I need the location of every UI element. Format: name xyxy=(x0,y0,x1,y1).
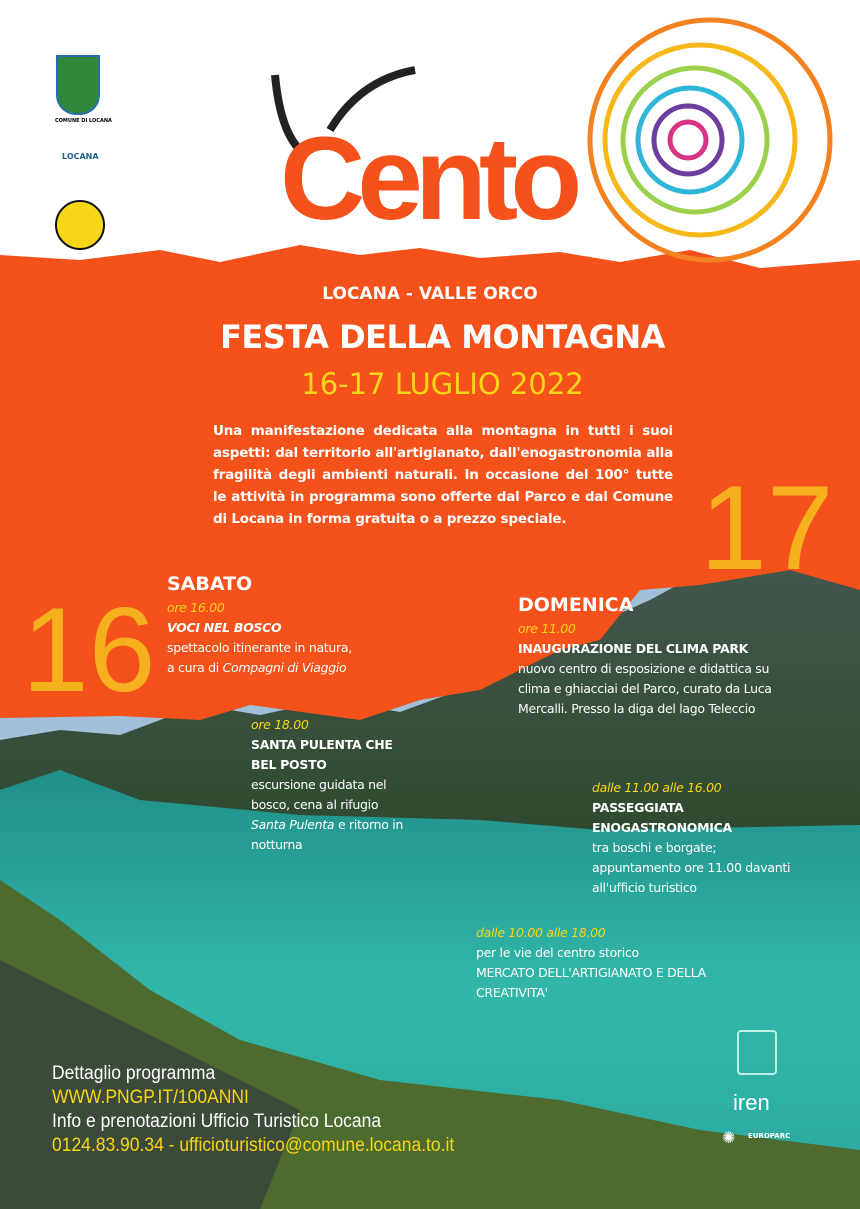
event-title: INAUGURAZIONE DEL CLIMA PARK xyxy=(518,641,749,656)
iren-logo: iren xyxy=(733,1090,770,1115)
event-text: nuovo centro di esposizione e didattica su clima e ghiacciai del Parco, curato da Luca Mercalli. Presso la diga del lago Teleccio xyxy=(518,661,772,716)
comune-logo-text: COMUNE DI LOCANA xyxy=(55,118,112,124)
event-text: per le vie del centro storico xyxy=(476,945,639,960)
event-time: dalle 10.00 alle 18.00 xyxy=(476,925,606,940)
event-organizer: Compagni di Viaggio xyxy=(222,660,347,675)
sunday-event-3 xyxy=(476,923,716,1003)
detail-label: Dettaglio programma xyxy=(52,1063,216,1084)
saturday-event-2 xyxy=(251,715,411,855)
intro-text: Una manifestazione dedicata alla montagna in tutti i suoi aspetti: dal territorio all'artigianato, dall'enogastronomia alla fragilità degli ambienti naturali. In occasione del 100° tutte le attività in programma sono offerte dal Parco e dal Comune di Locana in forma gratuita o a prezzo speciale. xyxy=(213,423,673,527)
event-time: dalle 11.00 alle 16.00 xyxy=(592,780,722,795)
event-time: ore 18.00 xyxy=(251,717,309,732)
saturday-number: 16 xyxy=(22,583,156,717)
sunday-number: 17 xyxy=(700,461,834,595)
europarc-logo: EUROPARC xyxy=(748,1132,791,1140)
event-title: VOCI NEL BOSCO xyxy=(167,620,282,635)
locana-logo: LOCANA xyxy=(62,152,99,161)
event-title: MERCATO DELL'ARTIGIANATO E DELLA CREATIVITA' xyxy=(476,965,706,1000)
event-title: PASSEGGIATA ENOGASTRONOMICA xyxy=(592,800,732,835)
event-text: a cura di xyxy=(167,660,223,675)
program-url[interactable]: WWW.PNGP.IT/100ANNI xyxy=(52,1087,249,1108)
saturday-label: SABATO xyxy=(167,573,253,595)
saturday-event-1 xyxy=(167,598,407,678)
event-title: FESTA DELLA MONTAGNA xyxy=(220,318,665,356)
event-text: e ritorno in notturna xyxy=(251,817,404,852)
footer xyxy=(52,1062,454,1158)
cento-logo: Cento xyxy=(280,113,575,245)
contact-info[interactable]: 0124.83.90.34 - ufficioturistico@comune.locana.to.it xyxy=(52,1135,455,1156)
event-text: spettacolo itinerante in natura, xyxy=(167,640,352,655)
comune-crest-logo xyxy=(56,55,100,115)
event-text: tra boschi e borgate; appuntamento ore 11.00 davanti all'ufficio turistico xyxy=(592,840,791,895)
sunday-event-1 xyxy=(518,619,778,719)
sunday-event-2 xyxy=(592,778,792,898)
event-time: ore 11.00 xyxy=(518,621,576,636)
parco-nazionale-logo xyxy=(55,200,105,250)
location: LOCANA - VALLE ORCO xyxy=(322,284,538,304)
info-label: Info e prenotazioni Ufficio Turistico Locana xyxy=(52,1111,382,1132)
spiral-logo xyxy=(590,20,830,260)
event-text: escursione guidata nel bosco, cena al rifugio xyxy=(251,777,387,812)
event-place: Santa Pulenta xyxy=(251,817,335,832)
event-dates: 16-17 LUGLIO 2022 xyxy=(301,367,584,401)
event-title: SANTA PULENTA CHE BEL POSTO xyxy=(251,737,393,772)
sunday-label: DOMENICA xyxy=(518,594,634,616)
europarc-star-icon: ✺ xyxy=(722,1128,736,1147)
clima-park-logo xyxy=(737,1030,777,1075)
event-time: ore 16.00 xyxy=(167,600,225,615)
